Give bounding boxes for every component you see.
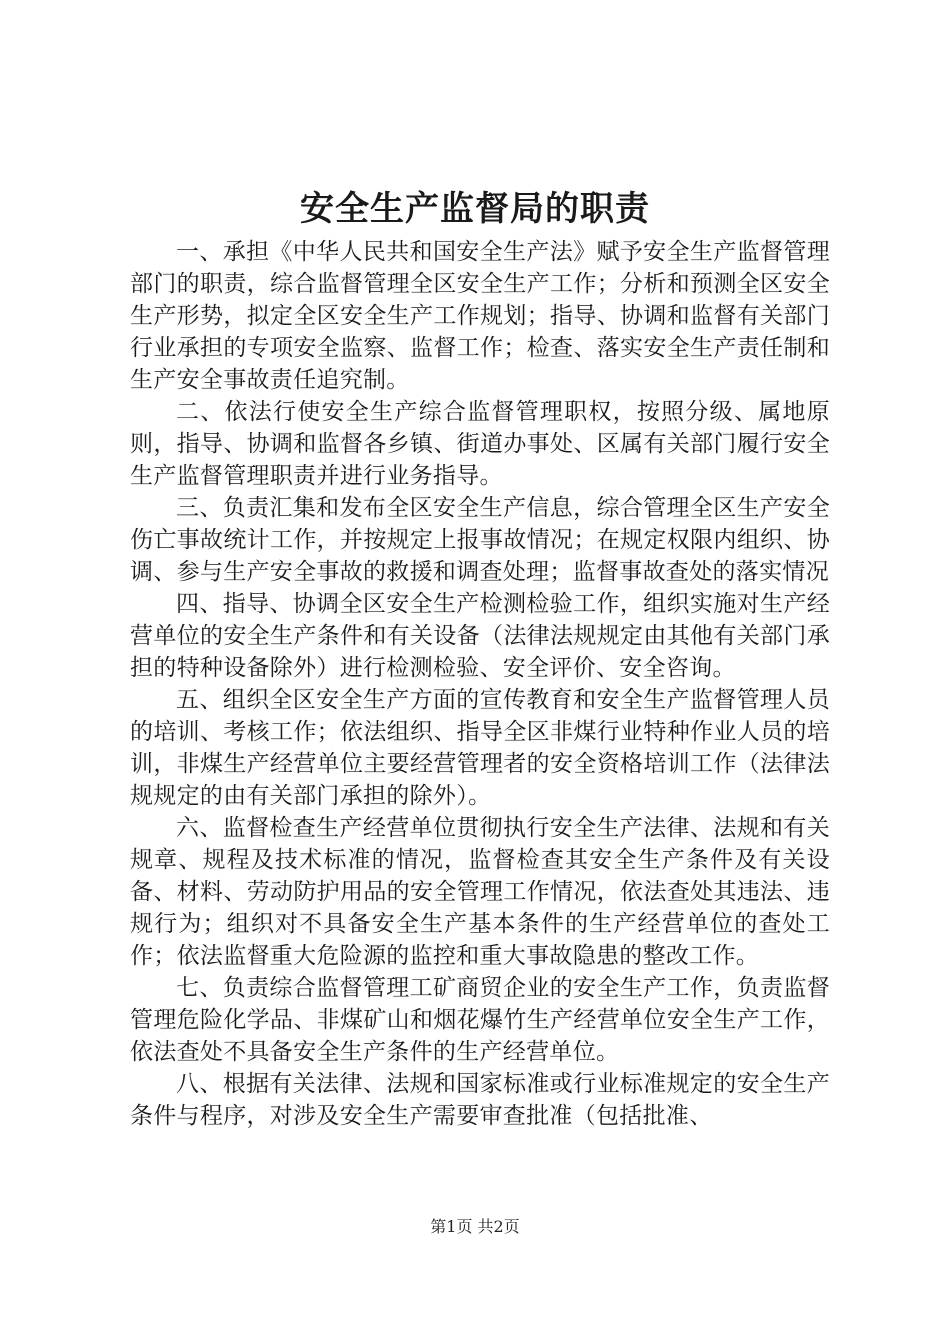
- paragraph-2: 二、依法行使安全生产综合监督管理职权，按照分级、属地原则，指导、协调和监督各乡镇、街道办事处、区属有关部门履行安全生产监督管理职责并进行业务指导。: [130, 399, 830, 489]
- paragraph-1: 一、承担《中华人民共和国安全生产法》赋予安全生产监督管理部门的职责，综合监督管理全区安全生产工作；分析和预测全区安全生产形势，拟定全区安全生产工作规划；指导、协调和监督有关部门行业承担的专项安全监察、监督工作；检查、落实安全生产责任制和生产安全事故责任追究制。: [130, 239, 830, 393]
- paragraph-4: 四、指导、协调全区安全生产检测检验工作，组织实施对生产经营单位的安全生产条件和有关设备（法律法规规定由其他有关部门承担的特种设备除外）进行检测检验、安全评价、安全咨询。: [130, 591, 830, 681]
- paragraph-8: 八、根据有关法律、法规和国家标准或行业标准规定的安全生产条件与程序，对涉及安全生产需要审查批准（包括批准、: [130, 1071, 830, 1129]
- paragraph-5: 五、组织全区安全生产方面的宣传教育和安全生产监督管理人员的培训、考核工作；依法组织、指导全区非煤行业特种作业人员的培训，非煤生产经营单位主要经营管理者的安全资格培训工作（法律法规规定的由有关部门承担的除外）。: [130, 687, 830, 809]
- paragraph-7: 七、负责综合监督管理工矿商贸企业的安全生产工作，负责监督管理危险化学品、非煤矿山和烟花爆竹生产经营单位安全生产工作，依法查处不具备安全生产条件的生产经营单位。: [130, 975, 830, 1065]
- paragraph-6: 六、监督检查生产经营单位贯彻执行安全生产法律、法规和有关规章、规程及技术标准的情况，监督检查其安全生产条件及有关设备、材料、劳动防护用品的安全管理工作情况，依法查处其违法、违规行为；组织对不具备安全生产基本条件的生产经营单位的查处工作；依法监督重大危险源的监控和重大事故隐患的整改工作。: [130, 815, 830, 969]
- document-title: 安全生产监督局的职责: [300, 189, 650, 229]
- page-footer: 第1页 共2页: [430, 1217, 520, 1236]
- paragraph-3: 三、负责汇集和发布全区安全生产信息，综合管理全区生产安全伤亡事故统计工作，并按规定上报事故情况；在规定权限内组织、协调、参与生产安全事故的救援和调查处理；监督事故查处的落实情况: [130, 495, 830, 585]
- document-body: [130, 236, 830, 1132]
